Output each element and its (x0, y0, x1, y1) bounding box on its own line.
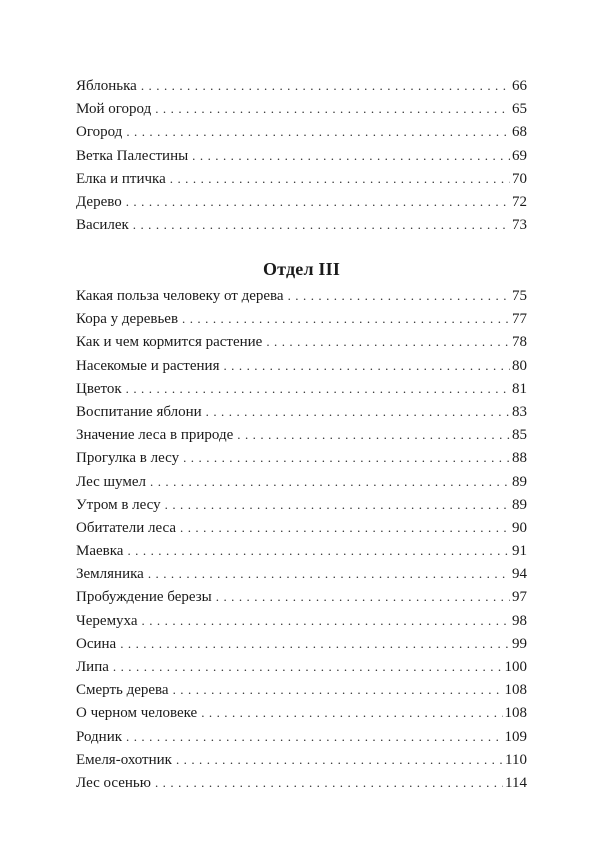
toc-entry-title: Как и чем кормится растение (76, 334, 263, 351)
toc-entry (76, 771, 527, 794)
dot-leader (155, 771, 503, 794)
toc-entry-title: Ветка Палестины (76, 147, 189, 164)
dot-leader (192, 144, 510, 167)
toc-entry-title: О черном человеке (76, 705, 198, 722)
dot-leader (150, 470, 510, 493)
toc-entry-title: Кора у деревьев (76, 311, 179, 328)
toc-entry (76, 330, 527, 353)
toc-entry-page-number: 75 (512, 288, 527, 304)
toc-entry (76, 562, 527, 585)
toc-entry-title: Обитатели леса (76, 519, 176, 536)
toc-entry-page-number: 65 (512, 101, 527, 118)
dot-leader (113, 655, 503, 678)
toc-entry-page-number: 69 (512, 147, 527, 164)
toc-entry-page-number: 73 (512, 217, 527, 234)
toc-entry-title: Яблонька (76, 78, 137, 94)
toc-entry-title: Лес осенью (76, 774, 151, 791)
dot-leader (120, 632, 510, 655)
toc-entry-page-number: 90 (512, 519, 527, 536)
toc-entry-title: Земляника (76, 566, 144, 583)
dot-leader (126, 377, 510, 400)
toc-entry-page-number: 68 (512, 124, 527, 141)
toc-entry-page-number: 110 (505, 751, 527, 768)
toc-entry-page-number: 85 (512, 427, 527, 444)
toc-entry-page-number: 88 (512, 450, 527, 467)
dot-leader (266, 330, 510, 353)
toc-entry (76, 678, 527, 701)
toc-entry-page-number: 83 (512, 403, 527, 420)
dot-leader (126, 725, 502, 748)
toc-entry-page-number: 89 (512, 496, 527, 513)
toc-entry (76, 423, 527, 446)
toc-entry-title: Елка и птичка (76, 170, 166, 187)
toc-entry-title: Мой огород (76, 101, 152, 118)
toc-entry-page-number: 89 (512, 473, 527, 490)
toc-entry (76, 585, 527, 608)
toc-entry (76, 609, 527, 632)
dot-leader (176, 748, 503, 771)
toc-entry-title: Цветок (76, 380, 122, 397)
toc-entry-page-number: 70 (512, 170, 527, 187)
toc-entry-title: Черемуха (76, 612, 138, 629)
dot-leader (216, 585, 510, 608)
toc-entry (76, 655, 527, 678)
toc-entry-page-number: 91 (512, 543, 527, 560)
toc-entry (76, 167, 527, 190)
toc-entry-page-number: 81 (512, 380, 527, 397)
dot-leader (142, 609, 510, 632)
dot-leader (155, 97, 510, 120)
toc-entry (76, 470, 527, 493)
toc-entry-page-number: 77 (512, 311, 527, 328)
toc-entry-page-number: 66 (512, 78, 527, 94)
dot-leader (127, 539, 510, 562)
toc-entry-title: Лес шумел (76, 473, 146, 490)
toc-entry-title: Прогулка в лесу (76, 450, 180, 467)
toc-entry-title: Родник (76, 728, 123, 745)
dot-leader (133, 213, 510, 236)
toc-entry (76, 701, 527, 724)
toc-entry (76, 516, 527, 539)
toc-entry-page-number: 94 (512, 566, 527, 583)
dot-leader (223, 354, 510, 377)
toc-entry-page-number: 98 (512, 612, 527, 629)
toc-entry-title: Липа (76, 659, 109, 675)
toc-entry-page-number: 108 (504, 705, 527, 722)
toc-entry-title: Насекомые и растения (76, 357, 220, 374)
toc-entry-page-number: 99 (512, 635, 527, 652)
section-heading: Отдел III (262, 259, 341, 279)
toc-entry-page-number: 109 (504, 728, 527, 745)
toc-entry-page-number: 78 (512, 334, 527, 351)
dot-leader (183, 446, 510, 469)
toc-section-previous (76, 74, 527, 236)
dot-leader (126, 190, 510, 213)
dot-leader (170, 167, 510, 190)
dot-leader (165, 493, 510, 516)
toc-entry-title: Емеля-охотник (76, 751, 172, 768)
toc-entry-title: Василек (76, 217, 129, 234)
toc-entry-title: Маевка (76, 543, 124, 560)
toc-entry (76, 377, 527, 400)
dot-leader (288, 284, 510, 307)
dot-leader (206, 400, 510, 423)
toc-entry (76, 446, 527, 469)
dot-leader (201, 701, 502, 724)
toc-entry-title: Смерть дерева (76, 682, 169, 699)
toc-entry-title: Пробуждение березы (76, 589, 212, 606)
toc-entry (76, 74, 527, 97)
dot-leader (180, 516, 510, 539)
toc-entry-title: Воспитание яблони (76, 403, 202, 420)
toc-entry-title: Огород (76, 124, 123, 141)
toc-entry (76, 120, 527, 143)
toc-section-iii (76, 284, 527, 794)
toc-entry (76, 493, 527, 516)
toc-entry (76, 354, 527, 377)
toc-entry (76, 748, 527, 771)
toc-entry (76, 284, 527, 307)
dot-leader (182, 307, 510, 330)
dot-leader (173, 678, 503, 701)
toc-entry (76, 97, 527, 120)
dot-leader (237, 423, 510, 446)
toc-entry (76, 213, 527, 236)
toc-entry-page-number: 72 (512, 193, 527, 210)
toc-entry (76, 400, 527, 423)
toc-entry-title: Дерево (76, 193, 122, 210)
toc-entry-page-number: 80 (512, 357, 527, 374)
toc-entry (76, 144, 527, 167)
toc-entry-page-number: 114 (505, 774, 527, 791)
dot-leader (141, 74, 510, 97)
toc-entry (76, 307, 527, 330)
dot-leader (148, 562, 510, 585)
toc-entry (76, 632, 527, 655)
toc-entry (76, 190, 527, 213)
toc-entry-page-number: 100 (504, 659, 527, 675)
toc-entry (76, 539, 527, 562)
toc-entry-title: Осина (76, 635, 117, 652)
toc-entry-page-number: 97 (512, 589, 527, 606)
toc-entry-title: Какая польза человеку от дерева (76, 288, 284, 304)
dot-leader (126, 120, 510, 143)
toc-entry-title: Значение леса в природе (76, 427, 234, 444)
toc-entry-title: Утром в лесу (76, 496, 161, 513)
toc-entry-page-number: 108 (504, 682, 527, 699)
toc-entry (76, 725, 527, 748)
